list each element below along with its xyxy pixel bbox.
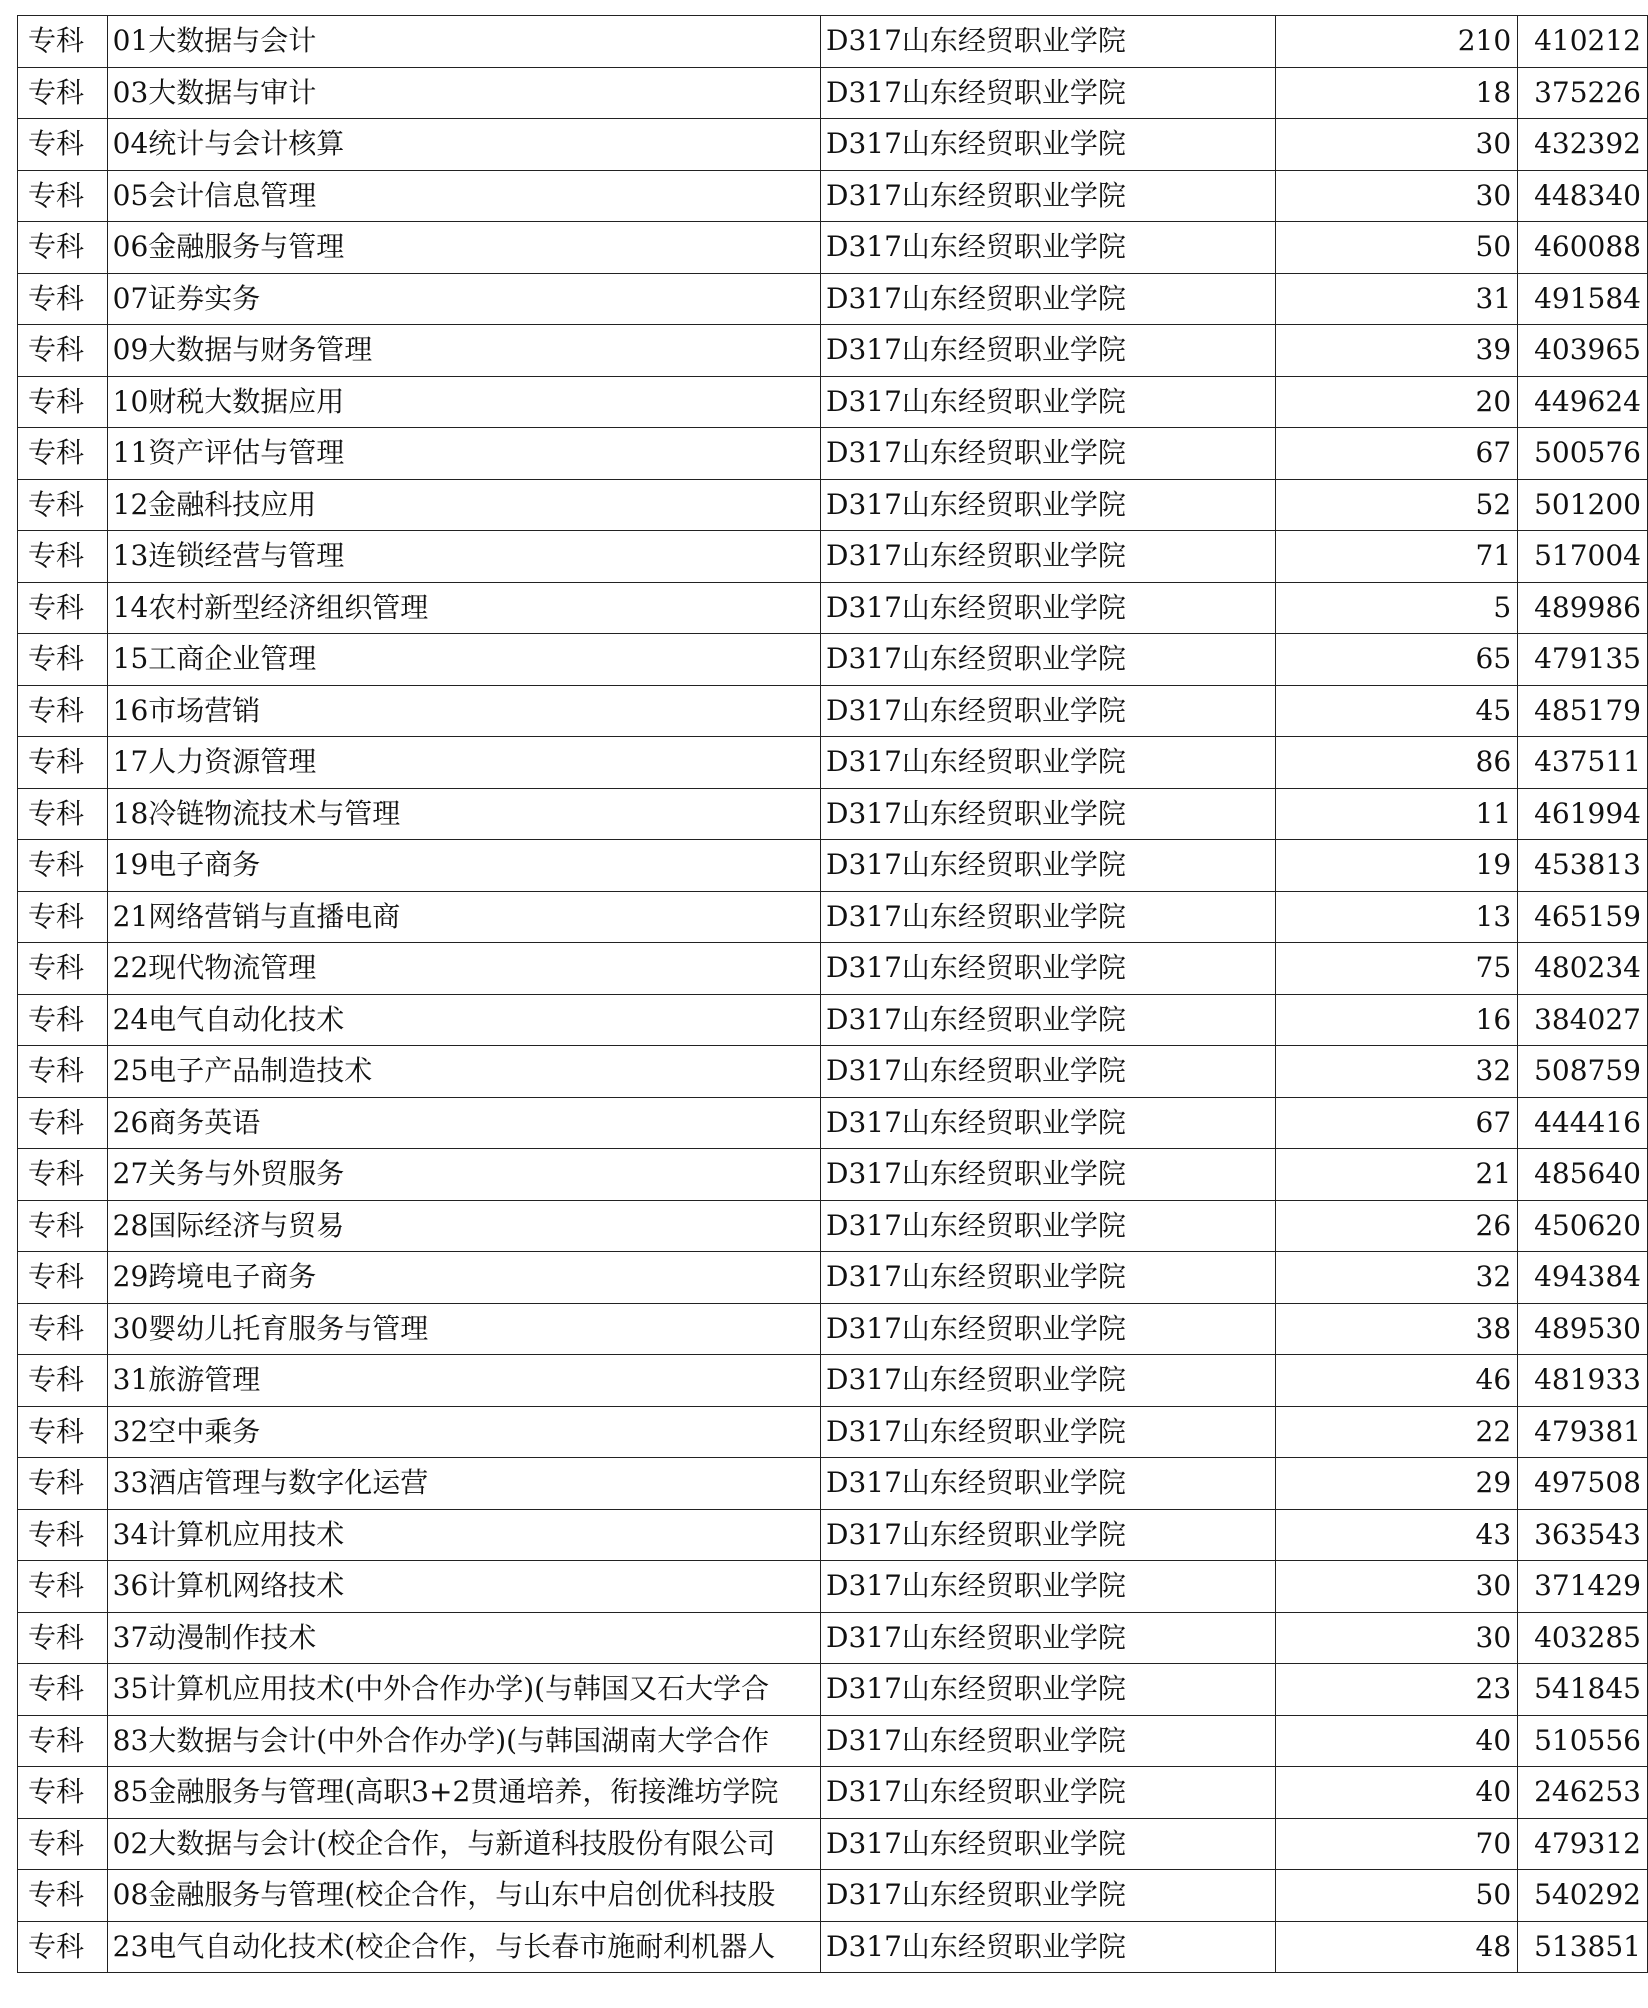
cell-major: 13连锁经营与管理: [107, 531, 820, 583]
cell-school: D317山东经贸职业学院: [821, 1715, 1276, 1767]
cell-major: 01大数据与会计: [107, 16, 820, 68]
cell-school: D317山东经贸职业学院: [821, 1046, 1276, 1098]
table-row: [18, 1767, 1648, 1819]
cell-min-rank: 403965: [1518, 325, 1648, 377]
cell-school: D317山东经贸职业学院: [821, 16, 1276, 68]
cell-min-rank: 371429: [1518, 1561, 1648, 1613]
table-row: [18, 943, 1648, 995]
cell-plan-count: 65: [1276, 634, 1518, 686]
cell-school: D317山东经贸职业学院: [821, 479, 1276, 531]
cell-min-rank: 479381: [1518, 1406, 1648, 1458]
cell-min-rank: 450620: [1518, 1200, 1648, 1252]
cell-major: 08金融服务与管理(校企合作，与山东中启创优科技股: [107, 1870, 820, 1922]
cell-school: D317山东经贸职业学院: [821, 1767, 1276, 1819]
cell-min-rank: 375226: [1518, 67, 1648, 119]
cell-plan-count: 11: [1276, 788, 1518, 840]
cell-major: 21网络营销与直播电商: [107, 891, 820, 943]
cell-plan-count: 29: [1276, 1458, 1518, 1510]
cell-min-rank: 494384: [1518, 1252, 1648, 1304]
cell-school: D317山东经贸职业学院: [821, 1355, 1276, 1407]
cell-min-rank: 384027: [1518, 994, 1648, 1046]
table-row: [18, 273, 1648, 325]
cell-school: D317山东经贸职业学院: [821, 891, 1276, 943]
cell-school: D317山东经贸职业学院: [821, 1406, 1276, 1458]
cell-major: 05会计信息管理: [107, 170, 820, 222]
cell-major: 37动漫制作技术: [107, 1612, 820, 1664]
cell-min-rank: 460088: [1518, 222, 1648, 274]
cell-min-rank: 453813: [1518, 840, 1648, 892]
cell-plan-count: 18: [1276, 67, 1518, 119]
cell-plan-count: 46: [1276, 1355, 1518, 1407]
cell-school: D317山东经贸职业学院: [821, 840, 1276, 892]
cell-min-rank: 465159: [1518, 891, 1648, 943]
cell-major: 85金融服务与管理(高职3+2贯通培养，衔接潍坊学院: [107, 1767, 820, 1819]
cell-level: 专科: [18, 1097, 108, 1149]
cell-plan-count: 32: [1276, 1252, 1518, 1304]
cell-plan-count: 30: [1276, 1612, 1518, 1664]
cell-school: D317山东经贸职业学院: [821, 273, 1276, 325]
cell-level: 专科: [18, 325, 108, 377]
table-row: [18, 891, 1648, 943]
cell-plan-count: 30: [1276, 170, 1518, 222]
cell-plan-count: 30: [1276, 1561, 1518, 1613]
table-row: [18, 1355, 1648, 1407]
cell-school: D317山东经贸职业学院: [821, 1509, 1276, 1561]
cell-level: 专科: [18, 1303, 108, 1355]
table-row: [18, 170, 1648, 222]
cell-plan-count: 39: [1276, 325, 1518, 377]
cell-min-rank: 363543: [1518, 1509, 1648, 1561]
cell-major: 16市场营销: [107, 685, 820, 737]
table-row: [18, 788, 1648, 840]
cell-major: 15工商企业管理: [107, 634, 820, 686]
cell-min-rank: 513851: [1518, 1921, 1648, 1973]
cell-plan-count: 43: [1276, 1509, 1518, 1561]
cell-school: D317山东经贸职业学院: [821, 685, 1276, 737]
cell-min-rank: 479312: [1518, 1818, 1648, 1870]
cell-school: D317山东经贸职业学院: [821, 1612, 1276, 1664]
cell-school: D317山东经贸职业学院: [821, 737, 1276, 789]
table-row: [18, 428, 1648, 480]
table-row: [18, 1200, 1648, 1252]
cell-major: 19电子商务: [107, 840, 820, 892]
cell-school: D317山东经贸职业学院: [821, 376, 1276, 428]
cell-plan-count: 38: [1276, 1303, 1518, 1355]
cell-plan-count: 16: [1276, 994, 1518, 1046]
cell-level: 专科: [18, 16, 108, 68]
table-row: [18, 1509, 1648, 1561]
cell-min-rank: 497508: [1518, 1458, 1648, 1510]
cell-level: 专科: [18, 1612, 108, 1664]
cell-level: 专科: [18, 428, 108, 480]
cell-school: D317山东经贸职业学院: [821, 1303, 1276, 1355]
cell-plan-count: 86: [1276, 737, 1518, 789]
cell-school: D317山东经贸职业学院: [821, 788, 1276, 840]
cell-plan-count: 19: [1276, 840, 1518, 892]
table-row: [18, 1303, 1648, 1355]
cell-level: 专科: [18, 1715, 108, 1767]
cell-major: 04统计与会计核算: [107, 119, 820, 171]
cell-level: 专科: [18, 788, 108, 840]
table-body: [18, 16, 1648, 1973]
cell-school: D317山东经贸职业学院: [821, 994, 1276, 1046]
cell-level: 专科: [18, 737, 108, 789]
cell-plan-count: 40: [1276, 1715, 1518, 1767]
cell-level: 专科: [18, 1406, 108, 1458]
cell-major: 29跨境电子商务: [107, 1252, 820, 1304]
cell-min-rank: 437511: [1518, 737, 1648, 789]
cell-plan-count: 23: [1276, 1664, 1518, 1716]
cell-major: 22现代物流管理: [107, 943, 820, 995]
table-row: [18, 1097, 1648, 1149]
cell-school: D317山东经贸职业学院: [821, 1149, 1276, 1201]
cell-major: 17人力资源管理: [107, 737, 820, 789]
cell-major: 18冷链物流技术与管理: [107, 788, 820, 840]
cell-plan-count: 210: [1276, 16, 1518, 68]
cell-min-rank: 461994: [1518, 788, 1648, 840]
cell-min-rank: 432392: [1518, 119, 1648, 171]
cell-level: 专科: [18, 943, 108, 995]
cell-min-rank: 479135: [1518, 634, 1648, 686]
cell-school: D317山东经贸职业学院: [821, 1664, 1276, 1716]
cell-min-rank: 491584: [1518, 273, 1648, 325]
cell-plan-count: 70: [1276, 1818, 1518, 1870]
table-row: [18, 685, 1648, 737]
cell-major: 35计算机应用技术(中外合作办学)(与韩国又石大学合: [107, 1664, 820, 1716]
table-row: [18, 1252, 1648, 1304]
cell-major: 14农村新型经济组织管理: [107, 582, 820, 634]
cell-school: D317山东经贸职业学院: [821, 1870, 1276, 1922]
cell-min-rank: 410212: [1518, 16, 1648, 68]
cell-major: 06金融服务与管理: [107, 222, 820, 274]
cell-school: D317山东经贸职业学院: [821, 531, 1276, 583]
cell-min-rank: 481933: [1518, 1355, 1648, 1407]
cell-min-rank: 517004: [1518, 531, 1648, 583]
table-row: [18, 840, 1648, 892]
cell-level: 专科: [18, 1509, 108, 1561]
cell-major: 07证券实务: [107, 273, 820, 325]
cell-min-rank: 489530: [1518, 1303, 1648, 1355]
cell-level: 专科: [18, 1561, 108, 1613]
cell-level: 专科: [18, 634, 108, 686]
cell-major: 36计算机网络技术: [107, 1561, 820, 1613]
cell-level: 专科: [18, 1252, 108, 1304]
cell-level: 专科: [18, 891, 108, 943]
cell-level: 专科: [18, 67, 108, 119]
table-row: [18, 119, 1648, 171]
cell-major: 09大数据与财务管理: [107, 325, 820, 377]
cell-plan-count: 5: [1276, 582, 1518, 634]
cell-school: D317山东经贸职业学院: [821, 1097, 1276, 1149]
cell-school: D317山东经贸职业学院: [821, 943, 1276, 995]
cell-major: 31旅游管理: [107, 1355, 820, 1407]
table-row: [18, 1715, 1648, 1767]
cell-plan-count: 52: [1276, 479, 1518, 531]
cell-level: 专科: [18, 1149, 108, 1201]
cell-school: D317山东经贸职业学院: [821, 67, 1276, 119]
cell-plan-count: 13: [1276, 891, 1518, 943]
cell-min-rank: 489986: [1518, 582, 1648, 634]
cell-major: 30婴幼儿托育服务与管理: [107, 1303, 820, 1355]
cell-min-rank: 403285: [1518, 1612, 1648, 1664]
cell-school: D317山东经贸职业学院: [821, 1921, 1276, 1973]
table-row: [18, 1149, 1648, 1201]
cell-school: D317山东经贸职业学院: [821, 428, 1276, 480]
table-row: [18, 994, 1648, 1046]
table-row: [18, 67, 1648, 119]
cell-level: 专科: [18, 273, 108, 325]
table-row: [18, 1870, 1648, 1922]
cell-plan-count: 71: [1276, 531, 1518, 583]
table-row: [18, 376, 1648, 428]
cell-major: 26商务英语: [107, 1097, 820, 1149]
cell-min-rank: 510556: [1518, 1715, 1648, 1767]
cell-major: 25电子产品制造技术: [107, 1046, 820, 1098]
cell-school: D317山东经贸职业学院: [821, 634, 1276, 686]
cell-major: 12金融科技应用: [107, 479, 820, 531]
table-row: [18, 1406, 1648, 1458]
cell-school: D317山东经贸职业学院: [821, 325, 1276, 377]
table-row: [18, 1612, 1648, 1664]
cell-school: D317山东经贸职业学院: [821, 1458, 1276, 1510]
cell-school: D317山东经贸职业学院: [821, 1200, 1276, 1252]
admission-table: [17, 15, 1648, 1973]
cell-level: 专科: [18, 170, 108, 222]
table-row: [18, 222, 1648, 274]
cell-major: 27关务与外贸服务: [107, 1149, 820, 1201]
cell-level: 专科: [18, 1767, 108, 1819]
cell-major: 32空中乘务: [107, 1406, 820, 1458]
cell-plan-count: 32: [1276, 1046, 1518, 1098]
cell-level: 专科: [18, 685, 108, 737]
cell-level: 专科: [18, 840, 108, 892]
table-row: [18, 1818, 1648, 1870]
cell-min-rank: 540292: [1518, 1870, 1648, 1922]
cell-level: 专科: [18, 119, 108, 171]
cell-major: 83大数据与会计(中外合作办学)(与韩国湖南大学合作: [107, 1715, 820, 1767]
cell-plan-count: 21: [1276, 1149, 1518, 1201]
cell-plan-count: 30: [1276, 119, 1518, 171]
table-row: [18, 1664, 1648, 1716]
table-row: [18, 634, 1648, 686]
cell-major: 33酒店管理与数字化运营: [107, 1458, 820, 1510]
cell-major: 24电气自动化技术: [107, 994, 820, 1046]
cell-level: 专科: [18, 994, 108, 1046]
cell-major: 03大数据与审计: [107, 67, 820, 119]
table-row: [18, 1046, 1648, 1098]
cell-school: D317山东经贸职业学院: [821, 222, 1276, 274]
cell-min-rank: 448340: [1518, 170, 1648, 222]
table-row: [18, 1561, 1648, 1613]
cell-level: 专科: [18, 222, 108, 274]
cell-min-rank: 480234: [1518, 943, 1648, 995]
cell-min-rank: 449624: [1518, 376, 1648, 428]
table-row: [18, 531, 1648, 583]
cell-plan-count: 31: [1276, 273, 1518, 325]
cell-min-rank: 501200: [1518, 479, 1648, 531]
cell-plan-count: 22: [1276, 1406, 1518, 1458]
cell-major: 28国际经济与贸易: [107, 1200, 820, 1252]
cell-min-rank: 444416: [1518, 1097, 1648, 1149]
table-row: [18, 737, 1648, 789]
cell-school: D317山东经贸职业学院: [821, 1252, 1276, 1304]
cell-school: D317山东经贸职业学院: [821, 1818, 1276, 1870]
cell-min-rank: 485179: [1518, 685, 1648, 737]
cell-major: 10财税大数据应用: [107, 376, 820, 428]
cell-major: 23电气自动化技术(校企合作，与长春市施耐利机器人: [107, 1921, 820, 1973]
cell-level: 专科: [18, 1818, 108, 1870]
cell-level: 专科: [18, 1200, 108, 1252]
cell-min-rank: 500576: [1518, 428, 1648, 480]
cell-min-rank: 508759: [1518, 1046, 1648, 1098]
cell-plan-count: 75: [1276, 943, 1518, 995]
cell-level: 专科: [18, 1664, 108, 1716]
table-row: [18, 479, 1648, 531]
cell-level: 专科: [18, 479, 108, 531]
cell-level: 专科: [18, 1046, 108, 1098]
cell-school: D317山东经贸职业学院: [821, 582, 1276, 634]
table-row: [18, 325, 1648, 377]
cell-plan-count: 26: [1276, 1200, 1518, 1252]
table-row: [18, 1458, 1648, 1510]
cell-min-rank: 246253: [1518, 1767, 1648, 1819]
cell-school: D317山东经贸职业学院: [821, 119, 1276, 171]
cell-min-rank: 485640: [1518, 1149, 1648, 1201]
table-row: [18, 16, 1648, 68]
cell-level: 专科: [18, 1921, 108, 1973]
cell-plan-count: 50: [1276, 1870, 1518, 1922]
cell-level: 专科: [18, 1458, 108, 1510]
cell-level: 专科: [18, 1870, 108, 1922]
cell-level: 专科: [18, 1355, 108, 1407]
cell-level: 专科: [18, 531, 108, 583]
table-row: [18, 582, 1648, 634]
cell-plan-count: 45: [1276, 685, 1518, 737]
cell-min-rank: 541845: [1518, 1664, 1648, 1716]
cell-major: 02大数据与会计(校企合作，与新道科技股份有限公司: [107, 1818, 820, 1870]
cell-plan-count: 40: [1276, 1767, 1518, 1819]
cell-major: 11资产评估与管理: [107, 428, 820, 480]
cell-plan-count: 50: [1276, 222, 1518, 274]
table-row: [18, 1921, 1648, 1973]
cell-plan-count: 20: [1276, 376, 1518, 428]
cell-level: 专科: [18, 376, 108, 428]
cell-school: D317山东经贸职业学院: [821, 1561, 1276, 1613]
cell-major: 34计算机应用技术: [107, 1509, 820, 1561]
cell-level: 专科: [18, 582, 108, 634]
cell-plan-count: 67: [1276, 428, 1518, 480]
cell-school: D317山东经贸职业学院: [821, 170, 1276, 222]
cell-plan-count: 67: [1276, 1097, 1518, 1149]
cell-plan-count: 48: [1276, 1921, 1518, 1973]
